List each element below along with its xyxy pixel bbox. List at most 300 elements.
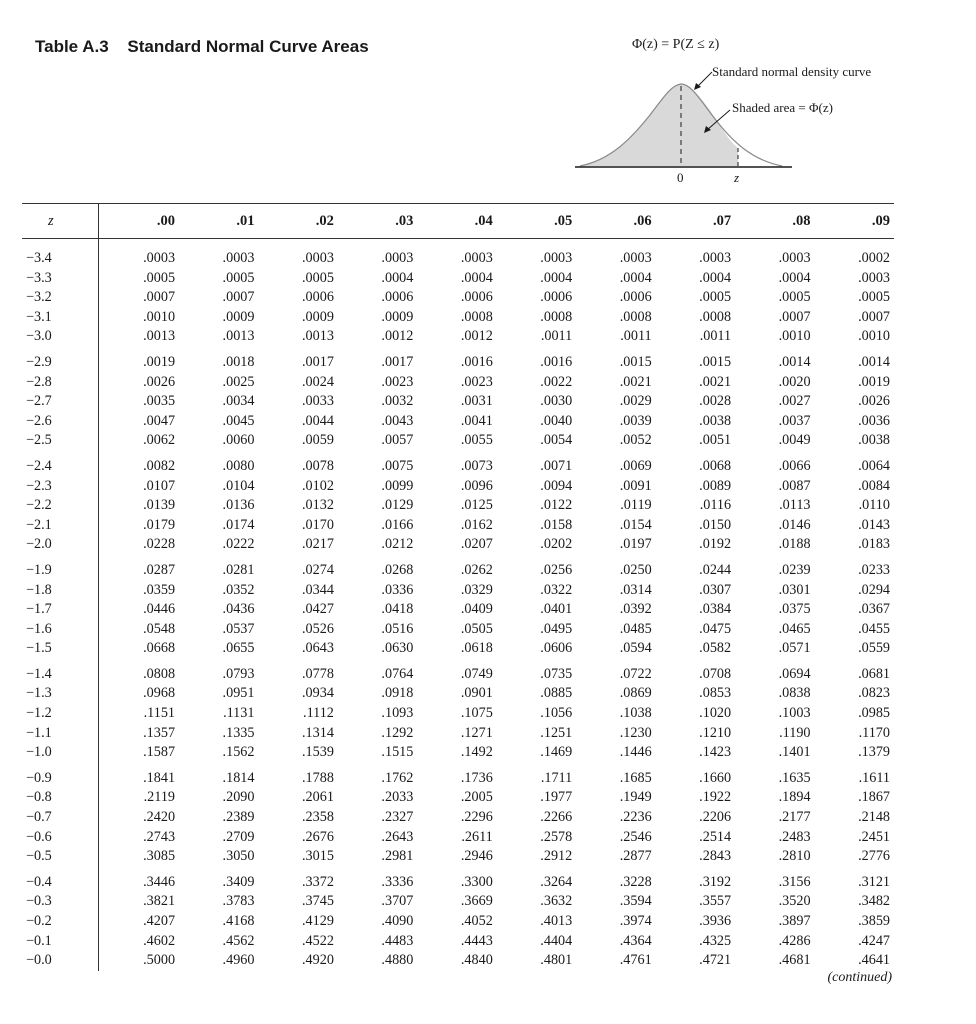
area-cell: .3974 xyxy=(619,913,652,929)
area-cell: .4522 xyxy=(301,932,334,949)
area-cell: .4681 xyxy=(778,952,811,969)
area-cell: .1539 xyxy=(301,744,334,761)
area-cell: .1271 xyxy=(460,724,493,741)
area-cell: .0069 xyxy=(619,457,652,474)
area-cell: .0150 xyxy=(699,516,732,533)
area-cell: .1423 xyxy=(699,744,732,761)
area-cell: .0256 xyxy=(540,561,573,578)
area-cell: .2643 xyxy=(381,828,414,845)
area-cell: .0359 xyxy=(143,581,176,598)
area-cell: .0559 xyxy=(858,640,890,657)
area-cell: .1469 xyxy=(540,744,573,761)
area-cell: .1230 xyxy=(619,724,652,741)
area-cell: .0618 xyxy=(460,640,493,657)
area-cell: .0014 xyxy=(858,353,890,370)
area-cell: .0146 xyxy=(778,516,811,533)
z-value-cell: −0.8 xyxy=(22,788,99,808)
area-cell: .2451 xyxy=(858,828,890,845)
area-cell: .0078 xyxy=(301,457,334,474)
area-cell: .1977 xyxy=(540,789,573,806)
area-cell: .0060 xyxy=(222,432,255,449)
area-cell: .2877 xyxy=(619,848,652,865)
area-cell: .0008 xyxy=(699,308,732,325)
area-cell: .1314 xyxy=(301,724,334,741)
table-row xyxy=(22,477,894,497)
z-value-cell: −0.2 xyxy=(22,912,99,932)
area-cell: .0006 xyxy=(381,289,414,306)
table-row xyxy=(22,431,894,451)
area-cell: .0003 xyxy=(778,250,811,266)
area-cell: .0017 xyxy=(381,353,414,370)
area-cell: .0526 xyxy=(301,620,334,637)
area-cell: .3632 xyxy=(540,893,573,910)
area-cell: .0005 xyxy=(699,289,732,306)
area-cell: .3707 xyxy=(381,893,414,910)
area-cell: .0038 xyxy=(858,432,890,449)
z-value-cell: −1.9 xyxy=(22,555,99,581)
area-cell: .0136 xyxy=(222,497,255,514)
header-col: .04 xyxy=(417,204,496,239)
area-cell: .0062 xyxy=(143,432,176,449)
header-col: .01 xyxy=(179,204,258,239)
area-cell: .0446 xyxy=(143,601,176,618)
table-row xyxy=(22,496,894,516)
area-cell: .0722 xyxy=(619,665,652,682)
area-cell: .0188 xyxy=(778,536,811,553)
area-cell: .1867 xyxy=(858,789,890,806)
area-cell: .0007 xyxy=(222,289,255,306)
area-cell: .3594 xyxy=(619,893,652,910)
area-cell: .2420 xyxy=(143,809,176,826)
area-cell: .4090 xyxy=(381,913,414,929)
area-cell: .1894 xyxy=(778,789,811,806)
area-cell: .4920 xyxy=(301,952,334,969)
area-cell: .0630 xyxy=(381,640,414,657)
area-cell: .2266 xyxy=(540,809,573,826)
table-row xyxy=(22,828,894,848)
area-cell: .2389 xyxy=(222,809,255,826)
area-cell: .0047 xyxy=(143,412,176,429)
z-value-cell: −1.3 xyxy=(22,684,99,704)
z-value-cell: −1.2 xyxy=(22,704,99,724)
area-cell: .3015 xyxy=(301,848,334,865)
area-cell: .0096 xyxy=(460,477,493,494)
area-cell: .1711 xyxy=(540,769,573,786)
area-cell: .0007 xyxy=(858,308,890,325)
normal-curve-figure xyxy=(560,30,970,190)
z-value-cell: −3.3 xyxy=(22,269,99,289)
area-cell: .3228 xyxy=(619,873,652,890)
area-cell: .0212 xyxy=(381,536,414,553)
area-cell: .0778 xyxy=(301,665,334,682)
normal-table-container xyxy=(22,203,894,971)
area-cell: .1210 xyxy=(699,724,732,741)
area-cell: .0007 xyxy=(778,308,811,325)
area-cell: .3372 xyxy=(301,873,334,890)
area-cell: .0008 xyxy=(540,308,573,325)
area-cell: .0015 xyxy=(619,353,652,370)
area-cell: .0041 xyxy=(460,412,493,429)
area-cell: .0409 xyxy=(460,601,493,618)
area-cell: .0015 xyxy=(699,353,732,370)
table-number: Table A.3 xyxy=(35,37,109,56)
header-col: .02 xyxy=(258,204,337,239)
area-cell: .0934 xyxy=(301,685,334,702)
area-cell: .1492 xyxy=(460,744,493,761)
z-value-cell: −3.1 xyxy=(22,308,99,328)
axis-z-label: z xyxy=(734,170,740,185)
table-row xyxy=(22,373,894,393)
area-cell: .0024 xyxy=(301,373,334,390)
table-title xyxy=(35,37,369,57)
area-cell: .0027 xyxy=(778,393,811,410)
area-cell: .0091 xyxy=(619,477,652,494)
area-cell: .1112 xyxy=(303,705,334,722)
area-cell: .0119 xyxy=(620,497,652,514)
area-cell: .0548 xyxy=(143,620,176,637)
area-cell: .0004 xyxy=(699,269,732,286)
z-value-cell: −1.8 xyxy=(22,581,99,601)
table-row xyxy=(22,347,894,373)
area-cell: .1038 xyxy=(619,705,652,722)
area-cell: .0019 xyxy=(858,373,890,390)
z-value-cell: −0.6 xyxy=(22,828,99,848)
z-value-cell: −2.2 xyxy=(22,496,99,516)
area-cell: .0344 xyxy=(301,581,334,598)
area-cell: .1949 xyxy=(619,789,652,806)
area-cell: .0028 xyxy=(699,393,732,410)
area-cell: .0011 xyxy=(620,328,652,345)
z-value-cell: −1.0 xyxy=(22,743,99,763)
area-cell: .0089 xyxy=(699,477,732,494)
table-row xyxy=(22,308,894,328)
area-cell: .0022 xyxy=(540,373,573,390)
area-cell: .4483 xyxy=(381,932,414,949)
area-cell: .0004 xyxy=(540,269,573,286)
area-cell: .0003 xyxy=(222,250,255,266)
area-cell: .4562 xyxy=(222,932,255,949)
area-cell: .0495 xyxy=(540,620,573,637)
area-cell: .0064 xyxy=(858,457,890,474)
area-cell: .0036 xyxy=(858,412,890,429)
area-cell: .0594 xyxy=(619,640,652,657)
area-cell: .0268 xyxy=(381,561,414,578)
area-cell: .0059 xyxy=(301,432,334,449)
area-cell: .0951 xyxy=(222,685,255,702)
area-cell: .0228 xyxy=(143,536,176,553)
area-cell: .0008 xyxy=(460,308,493,325)
area-cell: .3482 xyxy=(858,893,890,910)
area-cell: .0075 xyxy=(381,457,414,474)
z-value-cell: −1.5 xyxy=(22,639,99,659)
header-col: .03 xyxy=(338,204,417,239)
area-cell: .0222 xyxy=(222,536,255,553)
area-cell: .0183 xyxy=(858,536,890,553)
area-cell: .0465 xyxy=(778,620,811,637)
area-cell: .1841 xyxy=(143,769,176,786)
z-value-cell: −0.9 xyxy=(22,763,99,789)
z-value-cell: −3.0 xyxy=(22,327,99,347)
area-cell: .0749 xyxy=(460,665,493,682)
area-cell: .2090 xyxy=(222,789,255,806)
area-cell: .0010 xyxy=(778,328,811,345)
z-value-cell: −0.3 xyxy=(22,892,99,912)
area-cell: .4013 xyxy=(540,913,573,929)
area-cell: .3050 xyxy=(222,848,255,865)
area-cell: .1003 xyxy=(778,705,811,722)
area-cell: .0154 xyxy=(619,516,652,533)
area-cell: .0764 xyxy=(381,665,414,682)
area-cell: .1611 xyxy=(858,769,890,786)
z-value-cell: −3.2 xyxy=(22,288,99,308)
table-name: Standard Normal Curve Areas xyxy=(127,37,369,56)
area-cell: .0012 xyxy=(381,328,414,345)
area-cell: .0006 xyxy=(301,289,334,306)
area-cell: .3085 xyxy=(143,848,176,865)
area-cell: .3409 xyxy=(222,873,255,890)
area-cell: .0274 xyxy=(301,561,334,578)
z-value-cell: −0.0 xyxy=(22,951,99,971)
area-cell: .0537 xyxy=(222,620,255,637)
area-cell: .2912 xyxy=(540,848,573,865)
area-cell: .0708 xyxy=(699,665,732,682)
area-cell: .4960 xyxy=(222,952,255,969)
area-cell: .4404 xyxy=(540,932,573,949)
z-value-cell: −2.6 xyxy=(22,412,99,432)
table-row xyxy=(22,620,894,640)
area-cell: .4325 xyxy=(699,932,732,949)
area-cell: .1093 xyxy=(381,705,414,722)
table-header xyxy=(22,204,894,239)
area-cell: .0329 xyxy=(460,581,493,598)
area-cell: .0129 xyxy=(381,497,414,514)
table-row xyxy=(22,269,894,289)
area-cell: .1635 xyxy=(778,769,811,786)
area-cell: .2296 xyxy=(460,809,493,826)
area-cell: .0006 xyxy=(540,289,573,306)
area-cell: .0082 xyxy=(143,457,176,474)
table-row xyxy=(22,867,894,893)
phi-formula: Φ(z) = P(Z ≤ z) xyxy=(632,37,720,52)
area-cell: .1788 xyxy=(301,769,334,786)
header-col: .07 xyxy=(656,204,735,239)
area-cell: .0039 xyxy=(619,412,652,429)
axis-zero-label: 0 xyxy=(677,170,684,185)
table-row xyxy=(22,912,894,932)
area-cell: .0037 xyxy=(778,412,811,429)
area-cell: .0006 xyxy=(619,289,652,306)
area-cell: .0006 xyxy=(460,289,493,306)
area-cell: .0401 xyxy=(540,601,573,618)
area-cell: .1190 xyxy=(779,724,811,741)
area-cell: .0217 xyxy=(301,536,334,553)
area-cell: .0003 xyxy=(381,250,414,266)
area-cell: .0122 xyxy=(540,497,573,514)
area-cell: .0102 xyxy=(301,477,334,494)
area-cell: .0023 xyxy=(381,373,414,390)
z-value-cell: −2.1 xyxy=(22,516,99,536)
area-cell: .0582 xyxy=(699,640,732,657)
area-cell: .0026 xyxy=(858,393,890,410)
area-cell: .0005 xyxy=(778,289,811,306)
area-cell: .3520 xyxy=(778,893,811,910)
area-cell: .0735 xyxy=(540,665,573,682)
table-row xyxy=(22,239,894,269)
area-cell: .0174 xyxy=(222,516,255,533)
header-col: .06 xyxy=(576,204,655,239)
area-cell: .0968 xyxy=(143,685,176,702)
area-cell: .0099 xyxy=(381,477,414,494)
area-cell: .2546 xyxy=(619,828,652,845)
area-cell: .1357 xyxy=(143,724,176,741)
area-cell: .0031 xyxy=(460,393,493,410)
area-cell: .0003 xyxy=(858,269,890,286)
z-value-cell: −2.4 xyxy=(22,451,99,477)
area-cell: .0322 xyxy=(540,581,573,598)
area-cell: .0202 xyxy=(540,536,573,553)
header-col: .05 xyxy=(497,204,576,239)
area-cell: .2358 xyxy=(301,809,334,826)
area-cell: .0025 xyxy=(222,373,255,390)
area-cell: .0838 xyxy=(778,685,811,702)
area-cell: .3821 xyxy=(143,893,176,910)
area-cell: .0239 xyxy=(778,561,811,578)
area-cell: .0367 xyxy=(858,601,890,618)
area-cell: .4052 xyxy=(460,913,493,929)
table-row xyxy=(22,451,894,477)
z-value-cell: −1.7 xyxy=(22,600,99,620)
area-cell: .2327 xyxy=(381,809,414,826)
area-cell: .0244 xyxy=(699,561,732,578)
area-cell: .0084 xyxy=(858,477,890,494)
area-cell: .0018 xyxy=(222,353,255,370)
header-row xyxy=(22,204,894,239)
table-row xyxy=(22,288,894,308)
area-cell: .0016 xyxy=(540,353,573,370)
table-row xyxy=(22,788,894,808)
area-cell: .4247 xyxy=(858,932,890,949)
area-cell: .2005 xyxy=(460,789,493,806)
area-cell: .1814 xyxy=(222,769,255,786)
area-cell: .0003 xyxy=(143,250,176,266)
area-cell: .0009 xyxy=(381,308,414,325)
area-cell: .1075 xyxy=(460,705,493,722)
header-col: .00 xyxy=(99,204,180,239)
area-cell: .0010 xyxy=(143,308,176,325)
area-cell: .0793 xyxy=(222,665,255,682)
area-cell: .1335 xyxy=(222,724,255,741)
area-cell: .0040 xyxy=(540,412,573,429)
area-cell: .2514 xyxy=(699,828,732,845)
area-cell: .0010 xyxy=(858,328,890,345)
area-cell: .0013 xyxy=(143,328,176,345)
header-col: .08 xyxy=(735,204,814,239)
area-cell: .0885 xyxy=(540,685,573,702)
area-cell: .0197 xyxy=(619,536,652,553)
area-cell: .0004 xyxy=(778,269,811,286)
area-cell: .4286 xyxy=(778,932,811,949)
area-cell: .0003 xyxy=(540,250,573,266)
area-cell: .0643 xyxy=(301,640,334,657)
area-cell: .2236 xyxy=(619,809,652,826)
area-cell: .3446 xyxy=(143,873,176,890)
area-cell: .0485 xyxy=(619,620,652,637)
area-cell: .4129 xyxy=(301,913,334,929)
table-row xyxy=(22,892,894,912)
area-cell: .0571 xyxy=(778,640,811,657)
table-row xyxy=(22,724,894,744)
area-cell: .0013 xyxy=(222,328,255,345)
area-cell: .0045 xyxy=(222,412,255,429)
area-cell: .0116 xyxy=(699,497,732,514)
area-cell: .4364 xyxy=(619,932,652,949)
area-cell: .0132 xyxy=(301,497,334,514)
table-row xyxy=(22,555,894,581)
area-cell: .0004 xyxy=(619,269,652,286)
curve-label-arrow xyxy=(697,72,712,87)
area-cell: .2483 xyxy=(778,828,811,845)
area-cell: .3300 xyxy=(460,873,493,890)
area-cell: .1736 xyxy=(460,769,493,786)
area-cell: .0166 xyxy=(381,516,414,533)
area-cell: .1515 xyxy=(381,744,414,761)
area-cell: .0005 xyxy=(143,269,176,286)
area-cell: .1762 xyxy=(381,769,414,786)
area-cell: .0038 xyxy=(699,412,732,429)
area-cell: .4207 xyxy=(143,913,176,929)
area-cell: .0110 xyxy=(858,497,890,514)
area-cell: .0384 xyxy=(699,601,732,618)
area-cell: .0049 xyxy=(778,432,811,449)
area-cell: .2946 xyxy=(460,848,493,865)
area-cell: .0375 xyxy=(778,601,811,618)
area-cell: .0009 xyxy=(222,308,255,325)
area-cell: .0192 xyxy=(699,536,732,553)
area-cell: .0052 xyxy=(619,432,652,449)
area-cell: .0655 xyxy=(222,640,255,657)
area-cell: .1292 xyxy=(381,724,414,741)
area-cell: .3156 xyxy=(778,873,811,890)
area-cell: .2033 xyxy=(381,789,414,806)
normal-table xyxy=(22,203,894,971)
area-cell: .0427 xyxy=(301,601,334,618)
area-cell: .4840 xyxy=(460,952,493,969)
area-cell: .0011 xyxy=(540,328,573,345)
area-cell: .0051 xyxy=(699,432,732,449)
area-cell: .2743 xyxy=(143,828,176,845)
area-cell: .0314 xyxy=(619,581,652,598)
area-cell: .0808 xyxy=(143,665,176,682)
area-cell: .0250 xyxy=(619,561,652,578)
table-row xyxy=(22,535,894,555)
area-cell: .0087 xyxy=(778,477,811,494)
area-cell: .0043 xyxy=(381,412,414,429)
area-cell: .0392 xyxy=(619,601,652,618)
area-cell: .4721 xyxy=(699,952,732,969)
area-cell: .0352 xyxy=(222,581,255,598)
table-row xyxy=(22,327,894,347)
area-cell: .3897 xyxy=(778,913,811,929)
area-cell: .3936 xyxy=(699,913,732,929)
area-cell: .0985 xyxy=(858,705,890,722)
area-cell: .4168 xyxy=(222,913,255,929)
area-cell: .3783 xyxy=(222,893,255,910)
area-cell: .0054 xyxy=(540,432,573,449)
area-cell: .0003 xyxy=(301,250,334,266)
z-value-cell: −2.8 xyxy=(22,373,99,393)
z-value-cell: −0.5 xyxy=(22,847,99,867)
area-cell: .0505 xyxy=(460,620,493,637)
